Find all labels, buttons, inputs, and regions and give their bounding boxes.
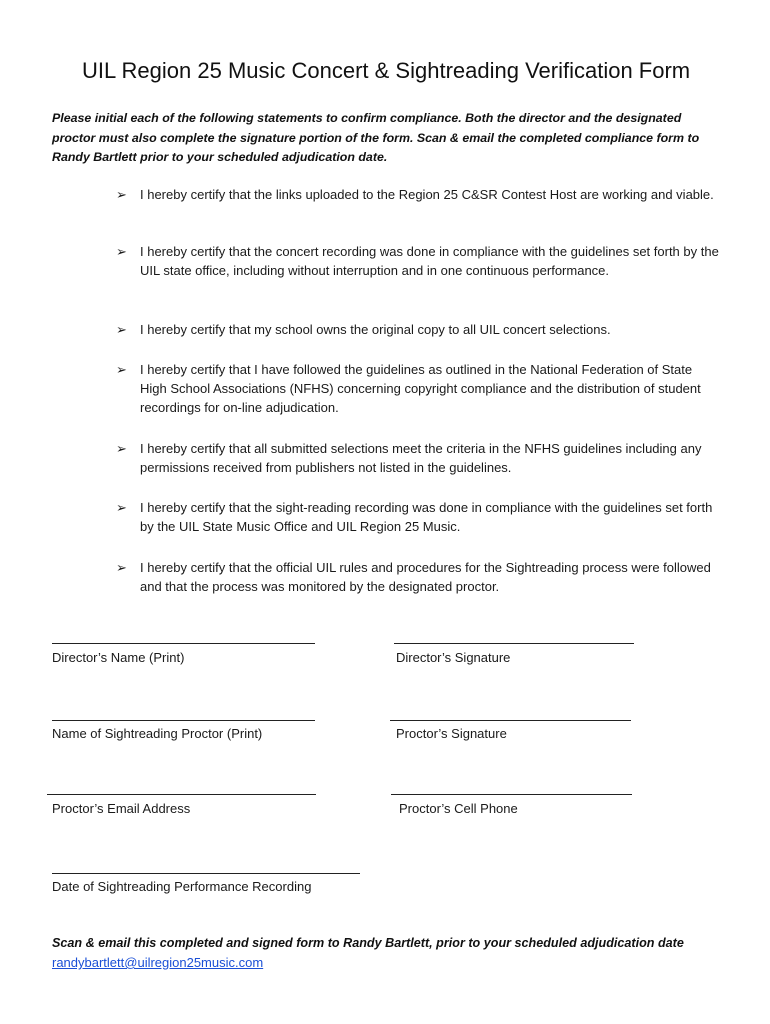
statement-text: I hereby certify that the concert recording was done in compliance with the guidelines set forth by the UIL state office, including without interruption and in one continuous performance. xyxy=(140,244,719,278)
statement-item xyxy=(116,558,720,596)
arrow-bullet-icon: ➢ xyxy=(116,500,127,515)
arrow-bullet-icon: ➢ xyxy=(116,560,127,575)
contact-email-link[interactable]: randybartlett@uilregion25music.com xyxy=(52,955,264,970)
proctor-email-line[interactable] xyxy=(47,794,316,795)
statement-item xyxy=(116,360,720,417)
statement-text: I hereby certify that the sight-reading recording was done in compliance with the guidelines set forth by the UIL State Music Office and UIL Region 25 Music. xyxy=(140,500,713,534)
instructions-paragraph: Please initial each of the following statements to confirm compliance. Both the director and the designated proctor must also complete the signature portion of the form. Scan & email the completed compliance form to Randy Bartlett prior to your scheduled adjudication date. xyxy=(52,111,700,164)
arrow-bullet-icon: ➢ xyxy=(116,187,127,202)
proctor-phone-line[interactable] xyxy=(391,794,632,795)
proctor-signature-label: Proctor’s Signature xyxy=(396,726,507,741)
statement-text: I hereby certify that all submitted selections meet the criteria in the NFHS guidelines including any permissions received from publishers not listed in the guidelines. xyxy=(140,441,702,475)
submission-note: Scan & email this completed and signed form to Randy Bartlett, prior to your scheduled adjudication date xyxy=(52,936,684,950)
statement-text: I hereby certify that the links uploaded to the Region 25 C&SR Contest Host are working and viable. xyxy=(140,187,714,202)
proctor-email-label: Proctor’s Email Address xyxy=(52,801,191,816)
proctor-phone-label: Proctor’s Cell Phone xyxy=(399,801,518,816)
directors-signature-line[interactable] xyxy=(394,643,634,644)
statement-text: I hereby certify that the official UIL rules and procedures for the Sightreading process were followed and that the process was monitored by the designated proctor. xyxy=(140,560,711,594)
statement-item xyxy=(116,242,720,280)
statement-item xyxy=(116,439,720,477)
arrow-bullet-icon: ➢ xyxy=(116,362,127,377)
statement-item xyxy=(116,320,720,339)
recording-date-line[interactable] xyxy=(52,873,360,874)
arrow-bullet-icon: ➢ xyxy=(116,322,127,337)
proctor-name-label: Name of Sightreading Proctor (Print) xyxy=(52,726,263,741)
directors-name-label: Director’s Name (Print) xyxy=(52,650,185,665)
statement-text: I hereby certify that I have followed the guidelines as outlined in the National Federation of State High School Associations (NFHS) concerning copyright compliance and the distribution of student recordings for on-line adjudication. xyxy=(140,362,701,415)
directors-name-line[interactable] xyxy=(52,643,315,644)
proctor-name-line[interactable] xyxy=(52,720,315,721)
arrow-bullet-icon: ➢ xyxy=(116,244,127,259)
statement-item xyxy=(116,498,720,536)
statement-text: I hereby certify that my school owns the original copy to all UIL concert selections. xyxy=(140,322,611,337)
statement-item xyxy=(116,185,720,204)
directors-signature-label: Director’s Signature xyxy=(396,650,511,665)
recording-date-label: Date of Sightreading Performance Recording xyxy=(52,879,312,894)
proctor-signature-line[interactable] xyxy=(390,720,631,721)
arrow-bullet-icon: ➢ xyxy=(116,441,127,456)
form-title: UIL Region 25 Music Concert & Sightreading Verification Form xyxy=(82,58,691,83)
